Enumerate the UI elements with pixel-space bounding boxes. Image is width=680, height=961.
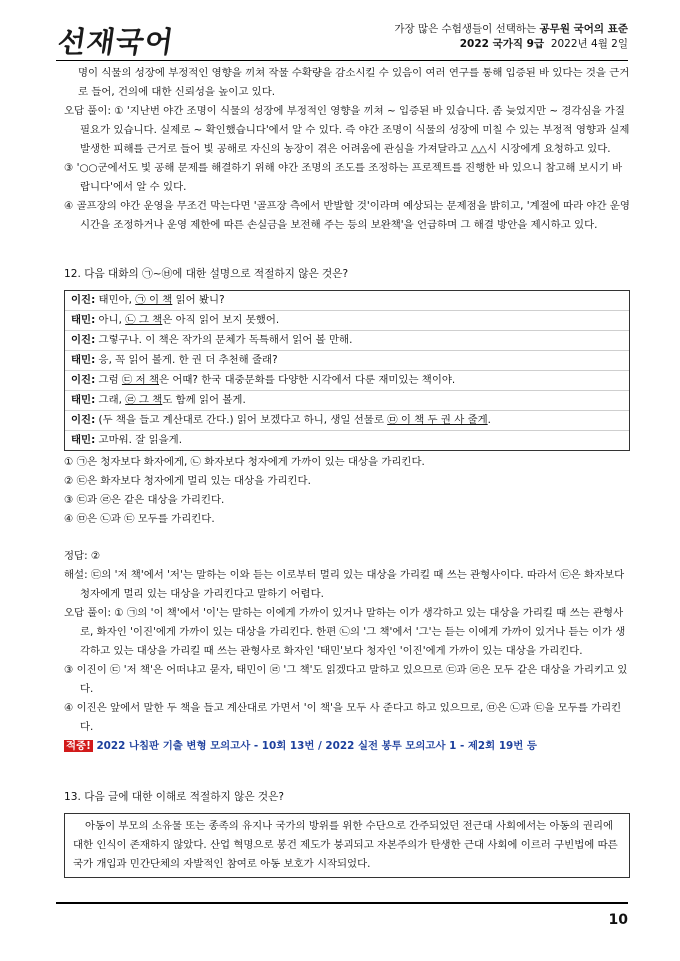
footer-divider <box>56 902 628 904</box>
speaker: 태민: <box>71 314 96 326</box>
utterance-rest: 은 어때? 한국 대중문화를 다양한 시각에서 다룬 재미있는 책이야. <box>159 374 456 386</box>
explanation: 해설: ㉢의 '저 책'에서 '저'는 말하는 이와 듣는 이로부터 멀리 있는 대상을 가리킬 때 쓰는 관형사이다. 따라서 ㉢은 화자보다 청자에게 멀리 있는 대상을 가리킨다고 말하기 어렵다. <box>64 569 625 600</box>
marked-phrase: ㉢ 저 책 <box>121 374 159 386</box>
page-number: 10 <box>608 912 628 928</box>
question-13-passage: 아동이 부모의 소유물 또는 종족의 유지나 국가의 방위를 위한 수단으로 간주되었던 전근대 사회에서는 아동의 권리에 대한 인식이 존재하지 않았다. 산업 혁명으로 봉건 제도가 붕괴되고 자본주의가 탄생한 근대 사회에 이르러 구빈법에 따른 국가 개입과 민간단체의 자발적인 참여로 아동 보호가 시작되었다. <box>64 813 630 878</box>
utterance: 아니, <box>95 314 126 326</box>
wrong-answer-note-3: ③ '○○군에서도 빛 공해 문제를 해결하기 위해 야간 조명의 조도를 조정하는 프로젝트를 진행한 바 있으니 참고해 보시기 바랍니다'에서 알 수 있다. <box>64 162 623 193</box>
dialogue-line <box>65 291 629 311</box>
utterance-rest: . <box>487 414 491 426</box>
page-body <box>64 64 630 878</box>
utterance: 고마워. 잘 읽을게. <box>95 434 183 446</box>
brand-logo: 선재국어 <box>55 25 177 59</box>
wrong-explanation-3: ③ 이진이 ㉢ '저 책'은 어떠냐고 묻자, 태민이 ㉣ '그 책'도 읽겠다고 말하고 있으므로 ㉢과 ㉣은 모두 같은 대상을 가리키고 있다. <box>64 664 628 695</box>
utterance: (두 책을 들고 계산대로 간다.) 읽어 보겠다고 하니, 생일 선물로 <box>95 414 388 426</box>
answer: 정답: ② <box>64 550 101 562</box>
dialogue-line <box>65 431 629 450</box>
wrong-answer-note-1 <box>64 102 630 159</box>
wrong-answer-note-4: ④ 골프장의 야간 운영을 무조건 막는다면 '골프장 측에서 반발할 것'이라며 예상되는 문제점을 밝히고, '계절에 따라 야간 운영 시간을 조정하거나 운영 제한에 따른 손실금을 보전해 주는 등의 보완책'을 언급하며 그 해결 방안을 제시하고 있다. <box>64 200 630 231</box>
source-note <box>64 737 630 756</box>
dialogue-box <box>64 290 630 451</box>
dialogue-line <box>65 331 629 351</box>
speaker: 태민: <box>71 354 96 366</box>
marked-phrase: ㉣ 그 책 <box>125 394 163 406</box>
tagline-bold: 공무원 국어의 표준 <box>539 23 628 35</box>
option-4: ④ ㉤은 ㉡과 ㉢ 모두를 가리킨다. <box>64 513 215 525</box>
spacer <box>64 756 630 788</box>
header-divider <box>56 60 628 61</box>
wrong-explanation-4: ④ 이진은 앞에서 말한 두 책을 들고 계산대로 가면서 '이 책'을 모두 사 준다고 하고 있으므로, ㉤은 ㉡과 ㉢을 모두를 가리킨다. <box>64 702 622 733</box>
utterance-rest: 은 아직 읽어 보지 못했어. <box>162 314 280 326</box>
speaker: 태민: <box>71 394 96 406</box>
marked-phrase: ㉠ 이 책 <box>135 294 173 306</box>
speaker: 이진: <box>71 374 96 386</box>
exam-name: 2022 국가직 9급 <box>459 38 545 50</box>
marked-phrase: ㉡ 그 책 <box>125 314 163 326</box>
utterance: 그럼 <box>95 374 122 386</box>
wrong-label: 오답 풀이: <box>64 105 115 117</box>
continuation-paragraph: 명이 식물의 성장에 부정적인 영향을 끼쳐 작물 수확량을 감소시킬 수 있음이 여러 연구를 통해 입증된 바 있다는 것을 근거로 들어, 건의에 대한 신뢰성을 높이고 있다. <box>78 67 630 98</box>
utterance: 그래, <box>95 394 126 406</box>
header-tagline <box>394 22 628 37</box>
option-2: ② ㉢은 화자보다 청자에게 멀리 있는 대상을 가리킨다. <box>64 475 311 487</box>
dialogue-line <box>65 311 629 331</box>
speaker: 이진: <box>71 294 96 306</box>
tagline-plain: 가장 많은 수험생들이 선택하는 <box>394 23 540 35</box>
dialogue-line <box>65 391 629 411</box>
utterance-rest: 도 함께 읽어 볼게. <box>162 394 246 406</box>
exam-date: 2022년 4월 2일 <box>550 38 628 50</box>
wrong-explanation-1: 오답 풀이: ① ㉠의 '이 책'에서 '이'는 말하는 이에게 가까이 있거나 말하는 이가 생각하고 있는 대상을 가리킬 때 쓰는 관형사로, 화자인 '이진'에게 가까이 있는 대상을 가리킨다. 한편 ㉡의 '그 책'에서 '그'는 듣는 이에게 가까이 있거나 듣는 이가 생각하고 있는 대상을 가리킬 때 쓰는 관형사로 화자인 '태민'보다 청자인 '이진'에게 가까이 있는 대상을 가리킨다. <box>64 607 626 657</box>
header-exam <box>394 37 628 52</box>
utterance-rest: 읽어 봤니? <box>172 294 225 306</box>
hit-badge: 적중! <box>66 740 91 752</box>
speaker: 이진: <box>71 334 96 346</box>
dialogue-line <box>65 351 629 371</box>
option-1: ① ㉠은 청자보다 화자에게, ㉡ 화자보다 청자에게 가까이 있는 대상을 가리킨다. <box>64 456 425 468</box>
marked-phrase: ㉤ 이 책 두 권 사 줄게 <box>387 414 488 426</box>
question-13-title: 13. 다음 글에 대한 이해로 적절하지 않은 것은? <box>64 791 285 803</box>
speaker: 이진: <box>71 414 96 426</box>
dialogue-line <box>65 411 629 431</box>
spacer <box>64 529 630 547</box>
question-12-title: 12. 다음 대화의 ㉠~㉥에 대한 설명으로 적절하지 않은 것은? <box>64 268 349 280</box>
option-3: ③ ㉢과 ㉣은 같은 대상을 가리킨다. <box>64 494 225 506</box>
source-text: 2022 나침판 기출 변형 모의고사 - 10회 13번 / 2022 실전 봉투 모의고사 1 - 제2회 19번 등 <box>92 740 537 752</box>
utterance: 응, 꼭 읽어 볼게. 한 권 더 추천해 줄래? <box>95 354 278 366</box>
utterance: 그렇구나. 이 책은 작가의 문체가 독특해서 읽어 볼 만해. <box>95 334 353 346</box>
page-header-info <box>394 22 628 52</box>
dialogue-line <box>65 371 629 391</box>
utterance: 태민아, <box>95 294 136 306</box>
wrong-item-1: ① '지난번 야간 조명이 식물의 성장에 부정적인 영향을 끼쳐 ~ 입증된 바 있습니다. 좀 늦었지만 ~ 경각심을 가질 필요가 있습니다. 실제로 ~ 확인했습니다'에서 알 수 있다. 즉 야간 조명이 식물의 성장에 미칠 수 있는 부정적 영향과 실제 발생한 피해를 근거로 들어 빛 공해로 자신의 농장이 겪은 어려움에 관심을 가져달라고 △△시 시장에게 요청하고 있다. <box>80 105 630 155</box>
speaker: 태민: <box>71 434 96 446</box>
spacer <box>64 235 630 265</box>
